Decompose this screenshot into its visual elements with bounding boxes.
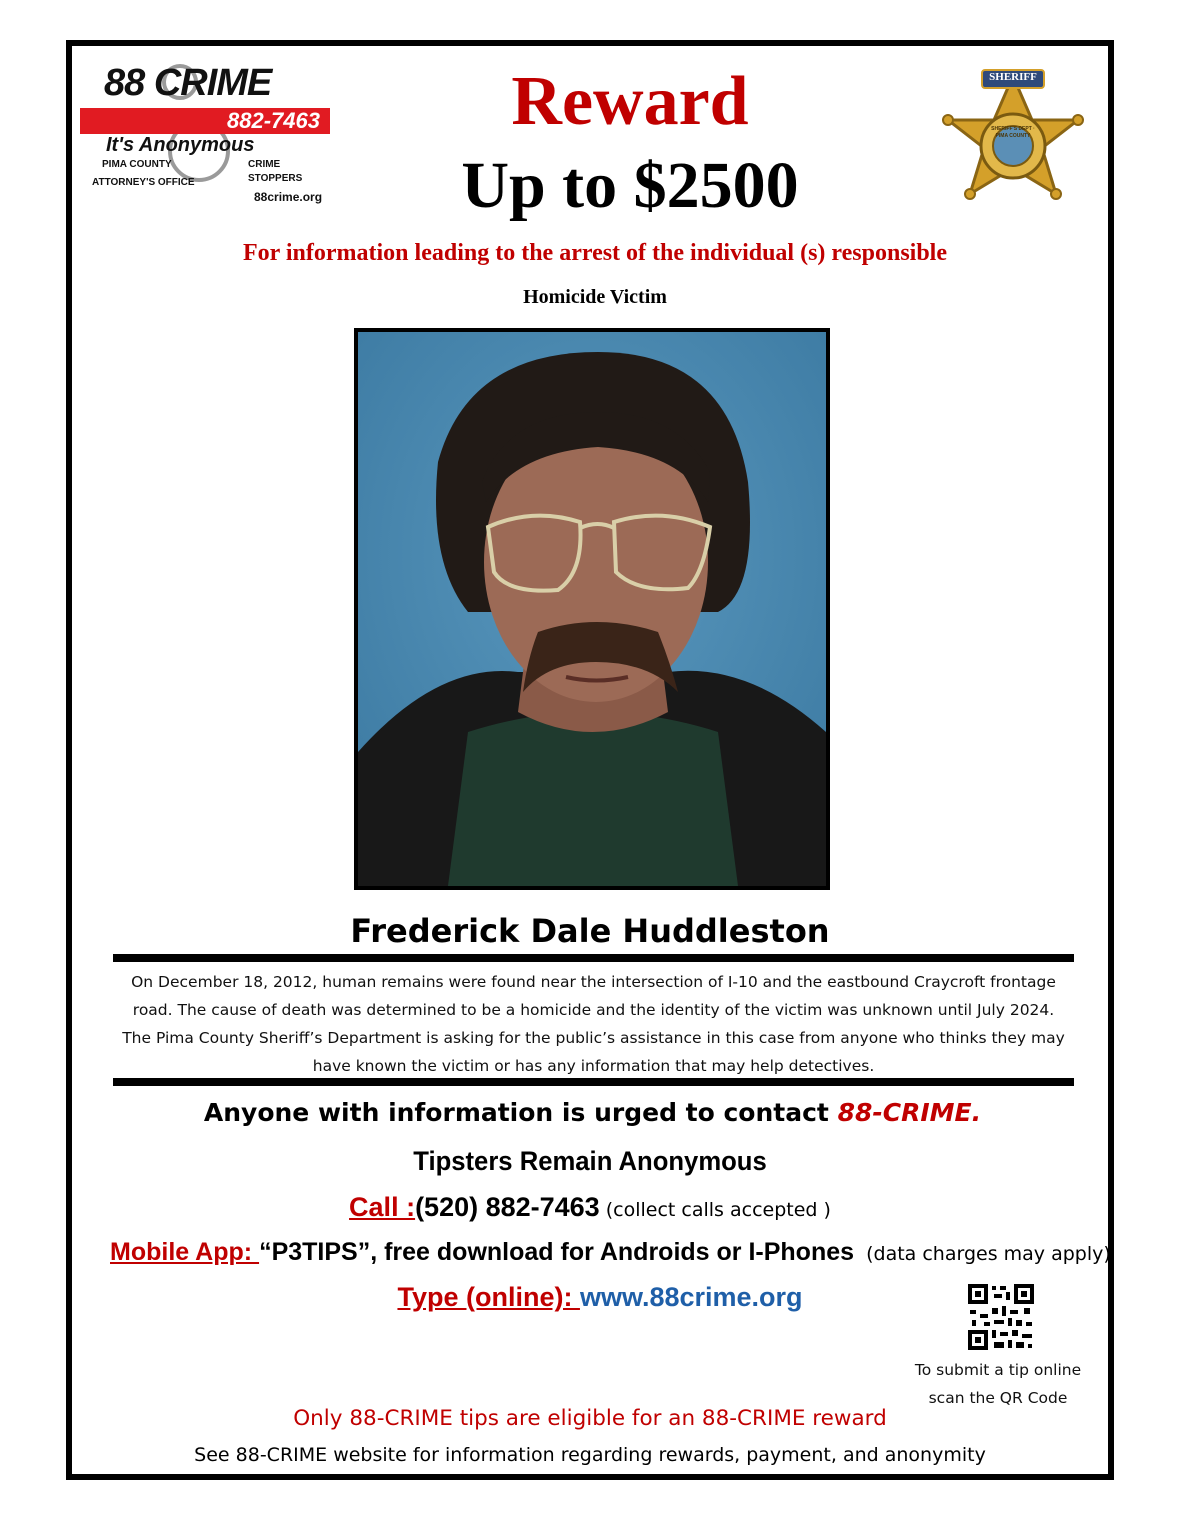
- star-badge-icon: [928, 62, 1098, 232]
- logo-left-org: PIMA COUNTY ATTORNEY'S OFFICE: [92, 159, 195, 188]
- reward-subline: For information leading to the arrest of the individual (s) responsible: [242, 240, 947, 266]
- app-text: “P3TIPS”, free download for Androids or I-Phones: [259, 1238, 855, 1266]
- victim-photo: [354, 328, 830, 890]
- logo-phone: 882-7463: [227, 108, 320, 133]
- online-row: [300, 1282, 900, 1313]
- call-row: [240, 1192, 940, 1223]
- badge-ring-text: SHERIFF'S DEPT · PIMA COUNTY: [991, 126, 1035, 139]
- logo-tagline: It's Anonymous: [106, 134, 255, 156]
- qr-code[interactable]: [968, 1284, 1034, 1350]
- victim-label: Homicide Victim: [523, 286, 667, 308]
- qr-code-icon: [968, 1284, 1034, 1350]
- contact-urge: Anyone with information is urged to contact 88-CRIME.: [203, 1098, 982, 1127]
- reward-heading: Reward: [511, 63, 749, 140]
- type-label: Type (online):: [397, 1282, 580, 1312]
- case-description: On December 18, 2012, human remains were found near the intersection of I-10 and the eastbound Craycroft frontage road. The cause of death was determined to be a homicide and the identity of the victim was unknown until July 2024. The Pima County Sheriff’s Department is asking for the public’s assistance in this case from anyone who thinks they may have known the victim or has any information that may help detectives.: [122, 973, 1065, 1075]
- website-info-note: See 88-CRIME website for information regarding rewards, payment, and anonymity: [194, 1444, 986, 1466]
- contact-org: 88-CRIME.: [837, 1098, 982, 1127]
- call-label: Call :: [349, 1192, 416, 1222]
- divider-bottom: [113, 1078, 1074, 1086]
- badge-top-text: SHERIFF: [989, 71, 1037, 83]
- logo-right-org: CRIME STOPPERS 88crime.org: [248, 159, 323, 204]
- victim-portrait-image: [358, 332, 826, 886]
- tipsters-anonymous: Tipsters Remain Anonymous: [413, 1146, 767, 1176]
- 88crime-logo: [80, 62, 330, 204]
- sheriff-badge: [928, 62, 1098, 232]
- eligibility-note: Only 88-CRIME tips are eligible for an 88-CRIME reward: [293, 1406, 887, 1431]
- app-note: (data charges may apply): [854, 1243, 1111, 1265]
- logo-title: 88 CRIME: [104, 62, 272, 104]
- qr-caption: To submit a tip online scan the QR Code: [914, 1361, 1082, 1407]
- reward-amount: Up to $2500: [461, 149, 799, 222]
- call-note: (collect calls accepted ): [599, 1199, 831, 1221]
- app-label: Mobile App:: [110, 1238, 260, 1266]
- mobile-app-row: [110, 1238, 1110, 1267]
- victim-name: Frederick Dale Huddleston: [350, 912, 830, 950]
- divider-top: [113, 954, 1074, 962]
- call-number[interactable]: (520) 882-7463: [415, 1192, 600, 1222]
- website-link[interactable]: www.88crime.org: [579, 1282, 803, 1312]
